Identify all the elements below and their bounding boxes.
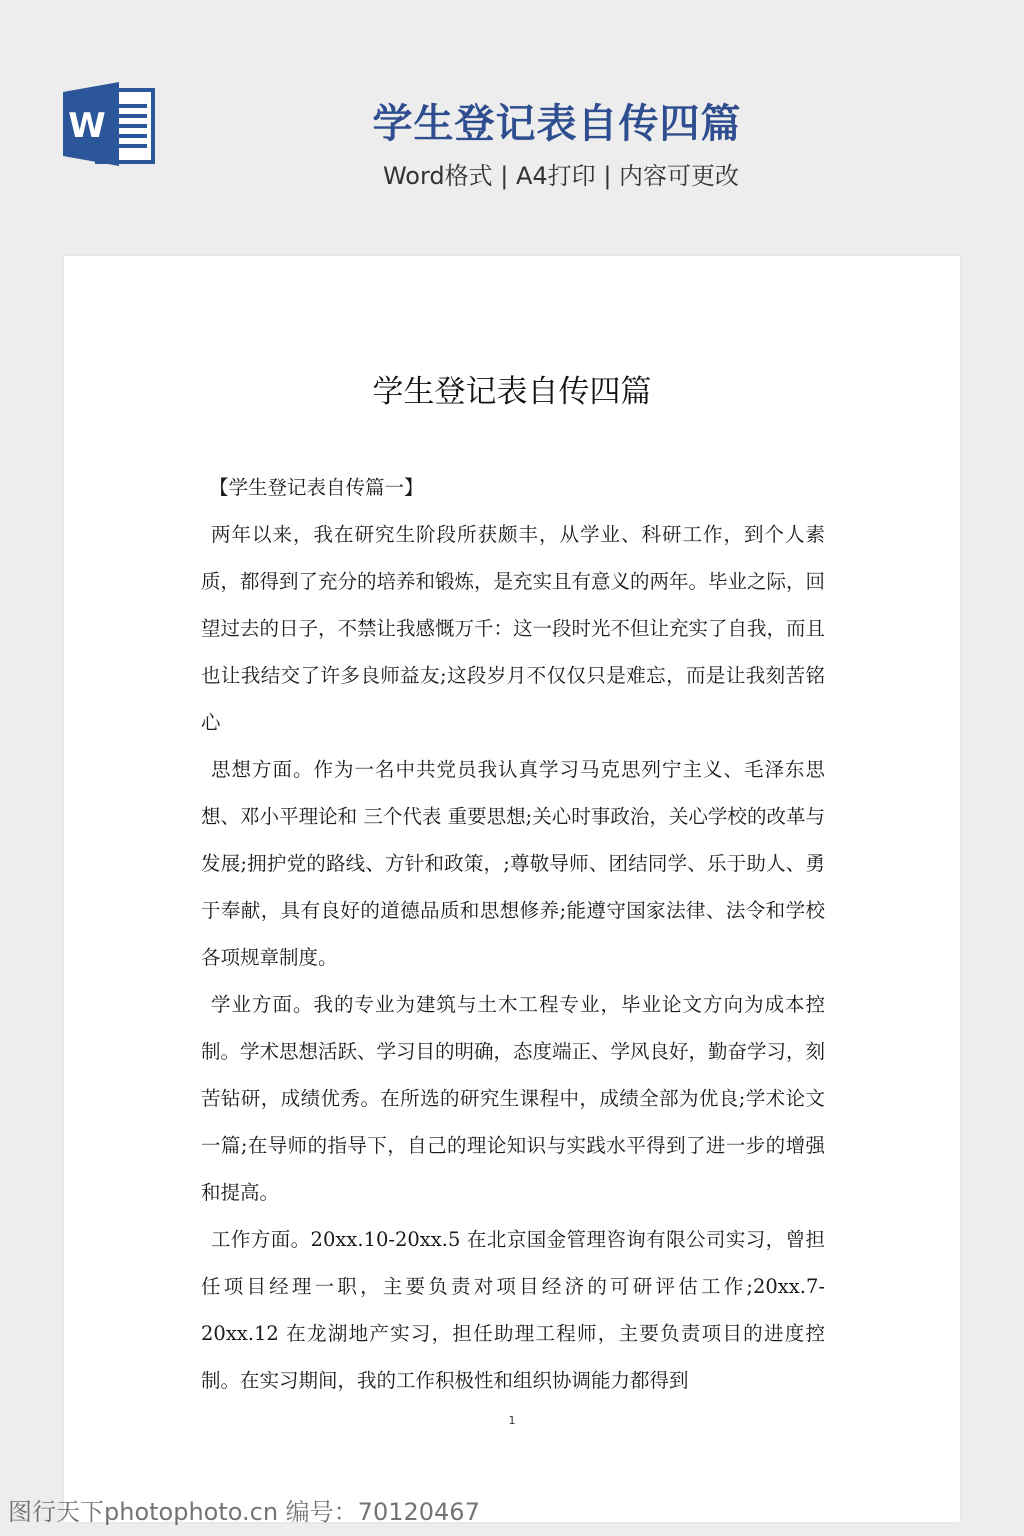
- document-page: [64, 256, 960, 1522]
- page-number: 1: [508, 1414, 516, 1427]
- word-icon-letter: W: [68, 106, 106, 146]
- paragraph-4: 工作方面。20xx.10-20xx.5 在北京国金管理咨询有限公司实习，曾担任项目经理一职，主要负责对项目经济的可研评估工作;20xx.7-20xx.12 在龙湖地产实习，担任助理工程师，主要负责项目的进度控制。在实习期间，我的工作积极性和组织协调能力都得到: [201, 1228, 825, 1392]
- document-title: 学生登记表自传四篇: [372, 374, 652, 410]
- document-body: [201, 464, 825, 1404]
- watermark: 图行天下photophoto.cn 编号：70120467: [8, 1498, 480, 1526]
- section-heading: 【学生登记表自传篇一】: [209, 476, 424, 499]
- banner-subtitle: Word格式 | A4打印 | 内容可更改: [382, 162, 740, 190]
- paragraph-2: 思想方面。作为一名中共党员我认真学习马克思列宁主义、毛泽东思想、邓小平理论和 三个代表 重要思想;关心时事政治，关心学校的改革与发展;拥护党的路线、方针和政策，;尊敬导师、团结同学、乐于助人、勇于奉献，具有良好的道德品质和思想修养;能遵守国家法律、法令和学校各项规章制度。: [201, 758, 825, 969]
- banner-title: 学生登记表自传四篇: [372, 101, 742, 147]
- banner: [0, 0, 1024, 255]
- paragraph-1: 两年以来，我在研究生阶段所获颇丰，从学业、科研工作，到个人素质，都得到了充分的培养和锻炼，是充实且有意义的两年。毕业之际，回望过去的日子，不禁让我感慨万千：这一段时光不但让充实了自我，而且也让我结交了许多良师益友;这段岁月不仅仅只是难忘，而是让我刻苦铭心: [201, 523, 826, 734]
- paragraph-3: 学业方面。我的专业为建筑与土木工程专业，毕业论文方向为成本控制。学术思想活跃、学习目的明确，态度端正、学风良好，勤奋学习，刻苦钻研，成绩优秀。在所选的研究生课程中，成绩全部为优良;学术论文一篇;在导师的指导下，自己的理论知识与实践水平得到了进一步的增强和提高。: [201, 993, 826, 1204]
